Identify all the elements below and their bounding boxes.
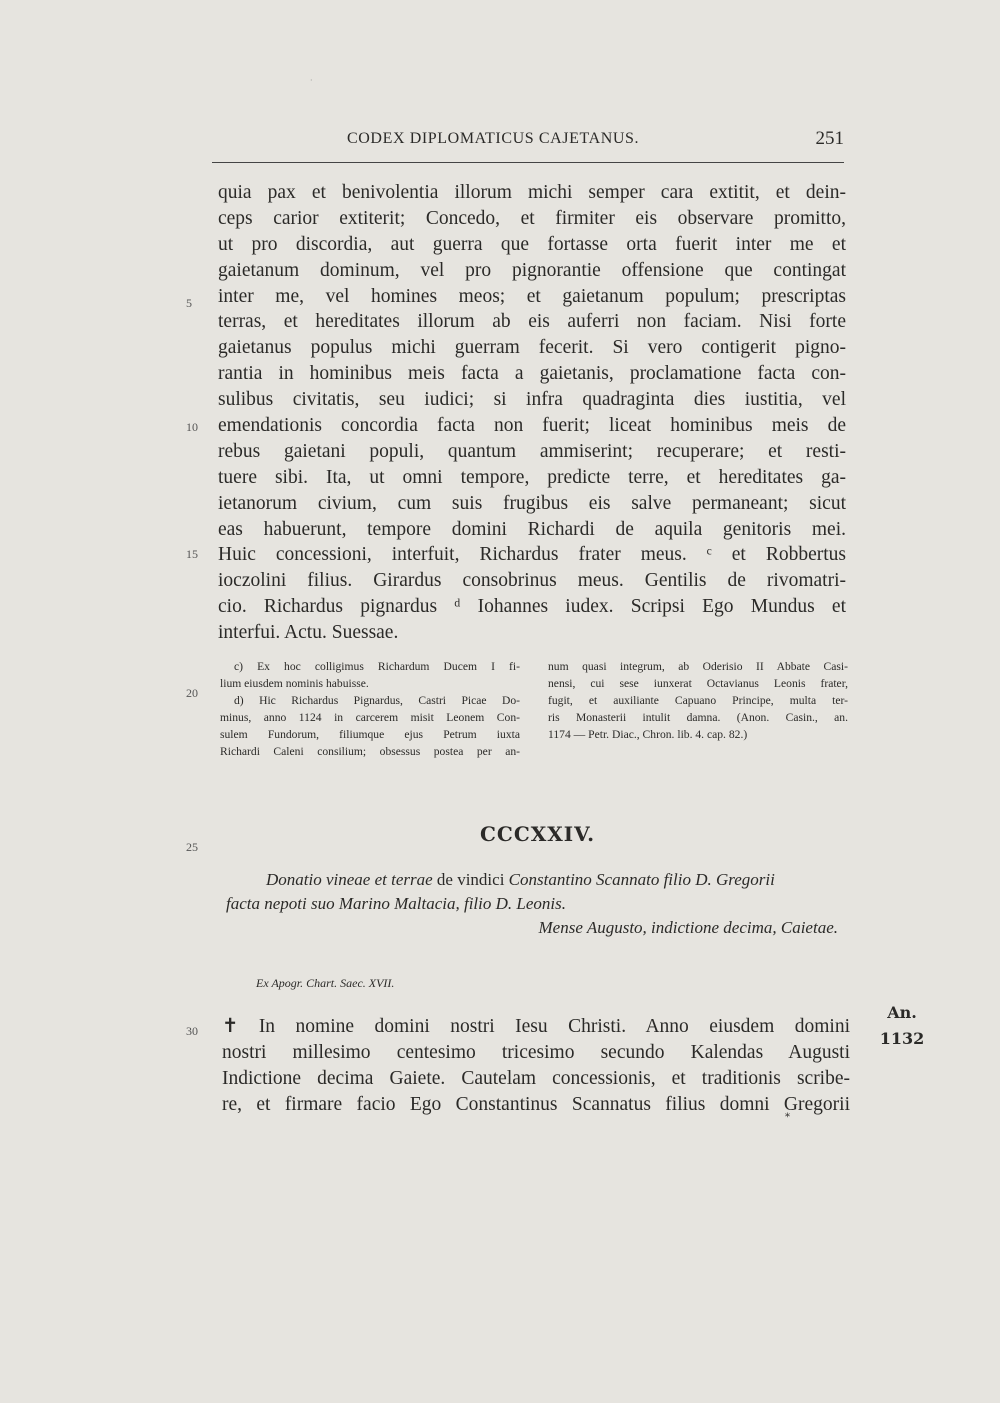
footnote-column-left: [220, 658, 520, 760]
source-note: Ex Apogr. Chart. Saec. XVII.: [256, 976, 395, 990]
speck: ·: [310, 76, 313, 85]
footnote-line: 1174 — Petr. Diac., Chron. lib. 4. cap. 82.): [548, 728, 748, 741]
text-line: terras, et hereditates illorum ab eis auferri non faciam. Nisi forte: [218, 311, 846, 333]
text-line: gaietanum dominum, vel pro pignorantie offensione que contingat: [218, 259, 846, 281]
line-number: 25: [186, 840, 198, 854]
text-line: nostri millesimo centesimo tricesimo secundo Kalendas Augusti: [222, 1041, 850, 1063]
text-line: interfui. Actu. Suessae.: [218, 622, 399, 644]
text-line: ✝ In nomine domini nostri Iesu Christi. Anno eiusdem domini: [222, 1016, 850, 1037]
text-line: ceps carior extiterit; Concedo, et firmiter eis observare promitto,: [218, 207, 846, 229]
footnote-line: nensi, cui sese iunxerat Octavianus Leonis frater,: [548, 677, 848, 690]
summary-roman: de vindici: [432, 870, 509, 889]
text-line: rebus gaietani populi, quantum ammiserint; recuperare; et resti-: [218, 440, 846, 462]
footnote-line: fugit, et auxiliante Capuano Principe, multa ter-: [548, 694, 848, 707]
margin-year-note: [872, 1000, 932, 1052]
line-number: 5: [186, 296, 192, 310]
text-line: tuere sibi. Ita, ut omni tempore, predicte terre, et hereditates ga-: [218, 466, 846, 488]
main-text: [218, 180, 846, 646]
footnote-line: lium eiusdem nominis habuisse.: [220, 677, 369, 690]
text-line: Huic concessioni, interfuit, Richardus frater meus. ᶜ et Robbertus: [218, 544, 846, 566]
document-number: CCCXXIV.: [480, 822, 596, 846]
footnote-line: Richardi Caleni consilium; obsessus postea per an-: [220, 745, 520, 758]
text-line: ut pro discordia, aut guerra que fortasse orta fuerit inter me et: [218, 233, 846, 255]
footnote-line: num quasi integrum, ab Oderisio II Abbate Casi-: [548, 660, 848, 673]
text-line: cio. Richardus pignardus ᵈ Iohannes iudex. Scripsi Ego Mundus et: [218, 596, 846, 618]
summary-italic: Constantino Scannato filio D. Gregorii: [508, 870, 775, 889]
line-number: 10: [186, 420, 198, 434]
text-line: rantia in hominibus meis facta a gaietanis, proclamatione facta con-: [218, 363, 846, 385]
footnote-line: c) Ex hoc colligimus Richardum Ducem I fi-: [234, 660, 520, 673]
summary-line: facta nepoti suo Marino Maltacia, filio D. Leonis.: [226, 894, 566, 913]
footnote-column-right: [548, 658, 848, 743]
footnote-line: d) Hic Richardus Pignardus, Castri Picae Do-: [234, 694, 520, 707]
footnote-line: minus, anno 1124 in carcerem misit Leonem Con-: [220, 711, 520, 724]
running-head: [212, 128, 844, 152]
text-line: ietanorum civium, cum suis frugibus eis salve permaneant; sicut: [218, 492, 846, 514]
line-number: 15: [186, 547, 198, 561]
text-line: eas habuerunt, tempore domini Richardi de aquila genitoris mei.: [218, 518, 846, 540]
footnote-line: sulem Fundorum, filiumque ejus Petrum iuxta: [220, 728, 520, 741]
text-line: re, et firmare facio Ego Constantinus Scannatus filius domni Gregorii: [222, 1093, 850, 1115]
running-title: CODEX DIPLOMATICUS CAJETANUS.: [347, 130, 640, 147]
page-number: 251: [815, 128, 844, 149]
margin-year: 1132: [879, 1029, 925, 1048]
line-number: 30: [186, 1024, 198, 1038]
footnote-line: ris Monasterii intulit damna. (Anon. Casin., an.: [548, 711, 848, 724]
summary-italic: Donatio vineae et terrae: [266, 870, 433, 889]
text-line: inter me, vel homines meos; et gaietanum populum; prescriptas: [218, 285, 846, 307]
text-line: gaietanus populus michi guerram fecerit. Si vero contigerit pigno-: [218, 337, 846, 359]
document-text: [222, 1014, 850, 1118]
text-line: sulibus civitatis, seu iudici; si infra quadraginta dies iustitia, vel: [218, 389, 846, 411]
text-line: emendationis concordia facta non fuerit; liceat hominibus meis de: [218, 415, 846, 437]
line-number: 20: [186, 686, 198, 700]
text-line: quia pax et benivolentia illorum michi semper cara extitit, et dein-: [218, 182, 846, 203]
header-rule: [212, 162, 844, 163]
text-line: Indictione decima Gaiete. Cautelam concessionis, et traditionis scribe-: [222, 1067, 850, 1089]
margin-label: An.: [887, 1003, 917, 1022]
summary-date-place: Mense Augusto, indictione decima, Caietae.: [538, 918, 838, 937]
trailing-mark: *: [785, 1112, 790, 1123]
document-summary: [226, 868, 846, 940]
summary-line: [226, 868, 846, 892]
text-line: ioczolini filius. Girardus consobrinus meus. Gentilis de rivomatri-: [218, 570, 846, 592]
